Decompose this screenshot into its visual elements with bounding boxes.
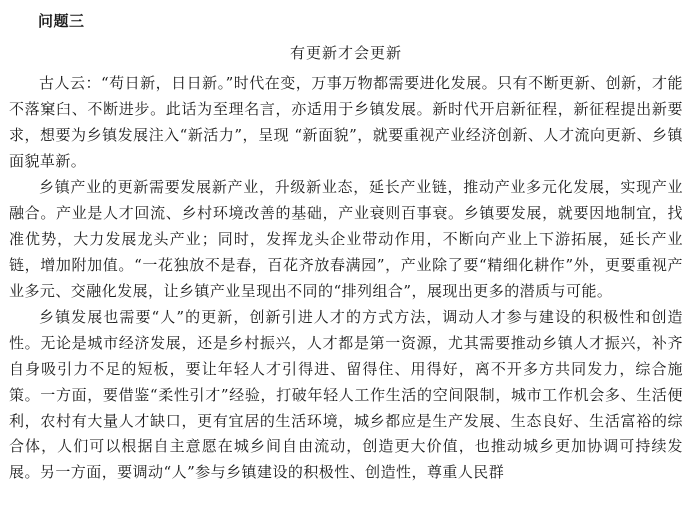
question-heading: 问题三 [38,12,85,30]
paragraph: 乡镇产业的更新需要发展新产业，升级新业态，延长产业链，推动产业多元化发展，实现产业融合。产业是人才回流、乡村环境改善的基础，产业衰则百事衰。乡镇要发展，就要因地制宜，找准优势，大力发展龙头产业；同时，发挥龙头企业带动作用，不断向产业上下游拓展，延长产业链，增加附加值。“一花独放不是春，百花齐放春满园”，产业除了要“精细化耕作”外，更要重视产业多元、交融化发展，让乡镇产业呈现出不同的“排列组合”，展现出更多的潜质与可能。 [9,178,683,300]
paragraph: 乡镇发展也需要“人”的更新，创新引进人才的方式方法，调动人才参与建设的积极性和创造性。无论是城市经济发展，还是乡村振兴，人才都是第一资源，尤其需要推动乡镇人才振兴，补齐自身吸引力不足的短板，要让年轻人才引得进、留得住、用得好，离不开多方共同发力，综合施策。一方面，要借鉴“柔性引才”经验，打破年轻人工作生活的空间限制，城市工作机会多、生活便利，农村有大量人才缺口，更有宜居的生活环境，城乡都应是生产发展、生态良好、生活富裕的综合体，人们可以根据自主意愿在城乡间自由流动，创造更大价值，也推动城乡更加协调可持续发展。另一方面，要调动“人”参与乡镇建设的积极性、创造性，尊重人民群 [9,307,683,482]
essay-body [9,71,683,487]
essay-title: 有更新才会更新 [289,44,402,62]
paragraph: 古人云：“苟日新，日日新。”时代在变，万事万物都需要进化发展。只有不断更新、创新，才能不落窠臼、不断进步。此话为至理名言，亦适用于乡镇发展。新时代开启新征程，新征程提出新要求，想要为乡镇发展注入“新活力”，呈现 “新面貌”，就要重视产业经济创新、人才流向更新、乡镇面貌革新。 [9,74,683,170]
